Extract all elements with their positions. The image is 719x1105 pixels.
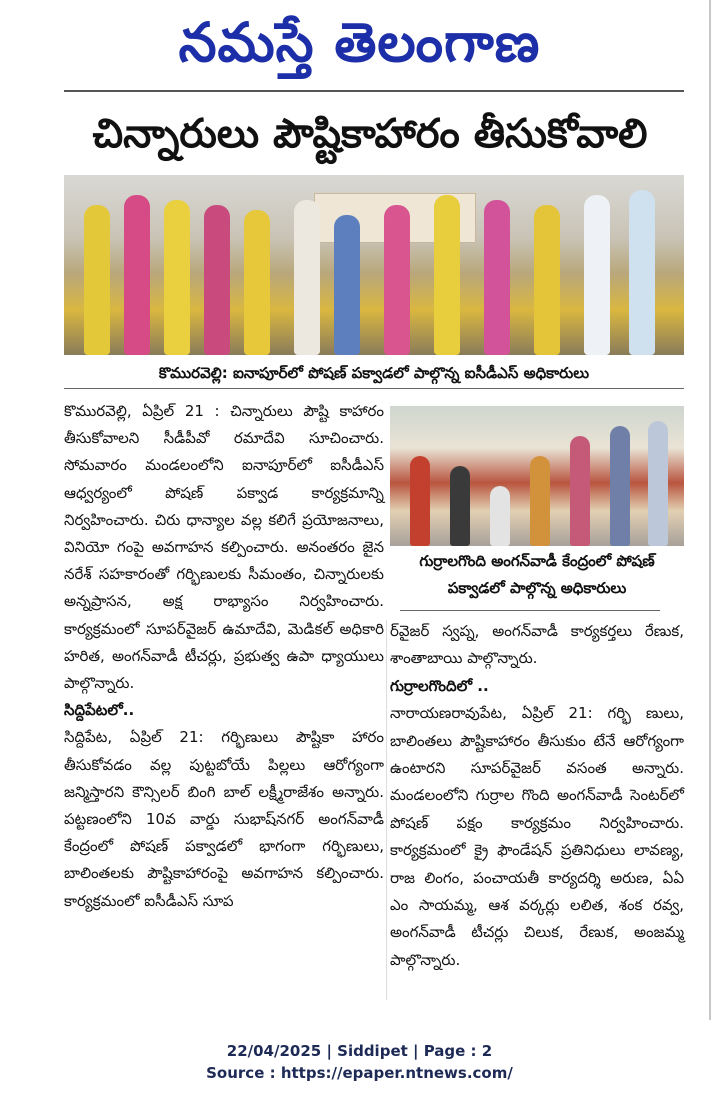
photo-figure [570,436,590,546]
photo-figure [334,215,360,355]
photo-figure [294,200,320,355]
page-edge-rule [709,0,711,1020]
photo-figure [490,486,510,546]
photo-figure [484,200,510,355]
photo-figure [648,421,668,546]
photo-figure [204,205,230,355]
photo-figure [610,426,630,546]
photo-figure [530,456,550,546]
photo-figure [244,210,270,355]
photo-figure [450,466,470,546]
side-caption-rule [400,610,660,611]
masthead-rule [64,90,684,92]
section-subhead: గుర్రాలగొందిలో .. [390,676,489,695]
caption-rule [64,388,684,389]
photo-figure [384,205,410,355]
footer-source-link[interactable]: Source : https://epaper.ntnews.com/ [206,1064,513,1082]
right-column [390,618,684,974]
article-paragraph: నారాయణరావుపేట, ఏప్రిల్ 21: గర్భి ణులు, బాలింతలు పౌష్టికాహారం తీసుకుం టేనే ఆరోగ్యంగా ఉంటారని సూపర్‌వైజర్ వసంత అన్నారు. మండలంలోని గుర్రాల గొంది అంగన్‌వాడీ సెంటర్‌లో పోషణ్ పక్షం కార్యక్రమం నిర్వహించారు. కార్యక్రమంలో క్రై ఫౌండేషన్ ప్రతినిధులు లావణ్య, రాజ లింగం, పంచాయతీ కార్యదర్శి అరుణ, ఏఏ ఎం సాయమ్మ, ఆశ వర్కర్లు లలిత, శంక రవ్వ, అంగన్‌వాడీ టీచర్లు చిలుక, రేణుక, అంజమ్మ పాల్గొన్నారు. [390,704,684,969]
main-photo [64,175,684,355]
column-divider [386,620,387,1000]
left-column [64,398,384,915]
photo-figure [84,205,110,355]
photo-figure [584,195,610,355]
article-paragraph: సిద్దిపేట, ఏప్రిల్ 21: గర్భిణులు పౌష్టికా హారం తీసుకోవడం వల్ల పుట్టబోయే పిల్లలు ఆరోగ్యంగా జన్మిస్తారని కౌన్సిలర్ బింగి బాల్ లక్ష్మీరాజేశం అన్నారు. పట్టణంలోని 10వ వార్డు సుభాష్‌నగర్ అంగన్‌వాడీ కేంద్రంలో పోషణ్ పక్వాడలో భాగంగా గర్భిణులు, బాలింతలకు పౌష్టికాహారంపై అవగాహన కల్పించారు. కార్యక్రమంలో ఐసీడీఎస్ సూప [64,728,384,910]
photo-figure [164,200,190,355]
side-photo [390,406,684,546]
article-headline: చిన్నారులు పౌష్టికాహారం తీసుకోవాలి [92,111,648,157]
article-paragraph: ర్‌వైజర్ స్వప్న, అంగన్‌వాడీ కార్యకర్తలు రేణుక, శాంతాబాయి పాల్గొన్నారు. [390,622,684,668]
masthead-logo: నమస్తే తెలంగాణ [178,11,541,74]
photo-figure [124,195,150,355]
section-subhead: సిద్దిపేటలో.. [64,701,135,720]
article-paragraph: కొమురవెల్లి, ఏప్రిల్ 21 : చిన్నారులు పౌష్టి కాహారం తీసుకోవాలని సీడీపీవో రమాదేవి సూచించారు. సోమవారం మండలంలోని ఐనాపూర్‌లో ఐసీడీఎస్ ఆధ్వర్యంలో పోషణ్ పక్వాడ కార్యక్రమాన్ని నిర్వహించారు. చిరు ధాన్యాల వల్ల కలిగే ప్రయోజనాలు, వినియో గంపై అవగాహన కల్పించారు. అనంతరం జైన నరేశ్ సహకారంతో గర్భిణులకు సీమంతం, చిన్నారులకు అన్నప్రాసన, అక్ష రాభ్యాసం నిర్వహించారు. కార్యక్రమంలో సూపర్‌వైజర్ ఉమాదేవి, మెడికల్ అధికారి హరిత, అంగన్‌వాడీ టీచర్లు, ప్రభుత్వ ఉపా ధ్యాయులు పాల్గొన్నారు. [64,402,384,693]
photo-figure [629,190,655,355]
page-footer [0,1040,719,1084]
main-photo-caption: కొమురవెల్లి: ఐనాపూర్‌లో పోషణ్ పక్వాడలో పాల్గొన్న ఐసీడీఎస్ అధికారులు [158,364,590,382]
photo-figure [410,456,430,546]
footer-date-edition: 22/04/2025 | Siddipet | Page : 2 [226,1042,493,1060]
side-photo-caption: గుర్రాలగొంది అంగన్‌వాడీ కేంద్రంలో పోషణ్ పక్వాడలో పాల్గొన్న అధికారులు [419,552,655,597]
photo-figure [534,205,560,355]
photo-figure [434,195,460,355]
